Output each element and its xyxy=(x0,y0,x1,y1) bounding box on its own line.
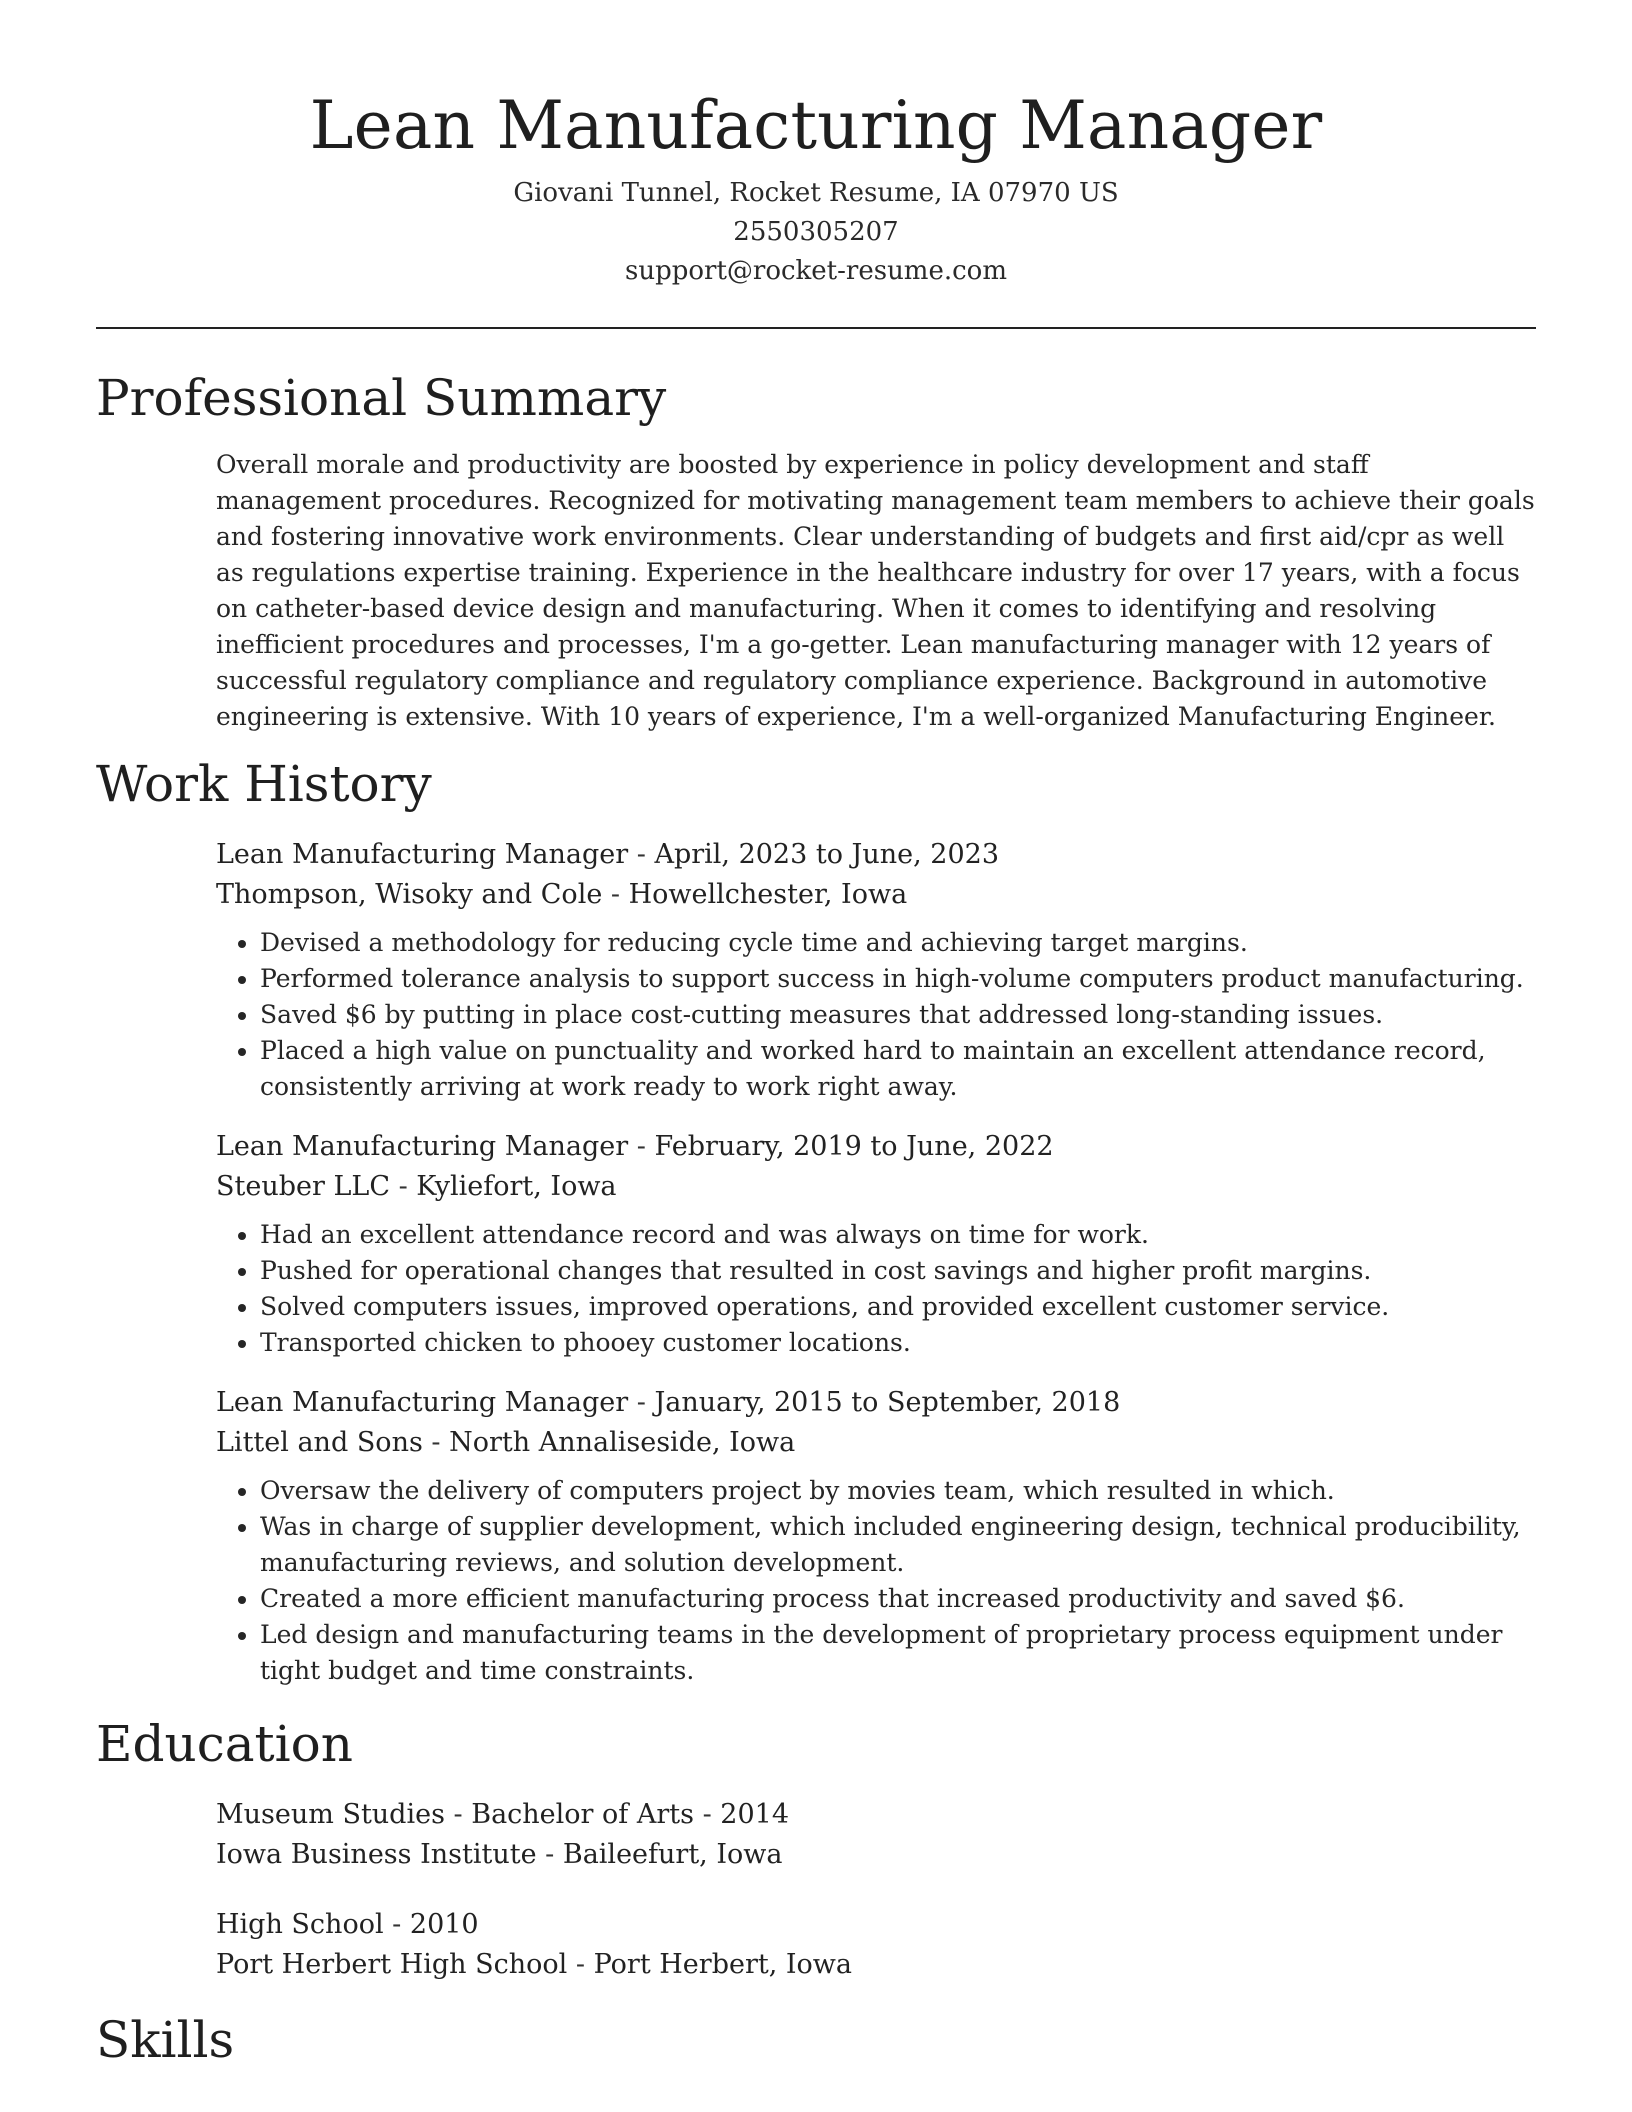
job-dates: January, 2015 to September, 2018 xyxy=(654,1387,1121,1418)
job-bullet: • Led design and manufacturing teams in the development of proprietary process equipment under tight budget and time constraints. xyxy=(260,1617,1536,1689)
section-title-skills: Skills xyxy=(96,2011,235,2069)
section-skills xyxy=(96,2009,1536,2071)
education-school-line xyxy=(216,1945,1536,1985)
job-bullets xyxy=(216,925,1536,1105)
job-bullet: • Oversaw the delivery of computers project by movies team, which resulted in which. xyxy=(260,1473,1536,1509)
separator: - xyxy=(383,1909,410,1940)
summary-text: Overall morale and productivity are boosted by experience in policy development and staff management procedures. Recognized for motivating management team members to achieve their goals and fostering innovative work environments. Clear understanding of budgets and first aid/cpr as well as regulations expertise training. Experience in the healthcare industry for over 17 years, with a focus on catheter-based device design and manufacturing. When it comes to identifying and resolving inefficient procedures and processes, I'm a go-getter. Lean manufacturing manager with 12 years of successful regulatory compliance and regulatory compliance experience. Background in automotive engineering is extensive. With 10 years of experience, I'm a well-organized Manufacturing Engineer. xyxy=(216,450,1535,731)
education-entry xyxy=(216,1905,1536,1985)
header-divider xyxy=(96,327,1536,329)
job-role: Lean Manufacturing Manager xyxy=(216,1131,629,1162)
job-entry xyxy=(216,835,1536,1105)
job-company-line xyxy=(216,1167,1536,1207)
job-bullet: • Transported chicken to phooey customer locations. xyxy=(260,1325,1536,1361)
job-company-line xyxy=(216,875,1536,915)
education-location: Port Herbert, Iowa xyxy=(593,1949,853,1980)
separator: - xyxy=(444,1799,472,1830)
education-school: Port Herbert High School xyxy=(216,1949,568,1980)
education-degree: Bachelor of Arts xyxy=(471,1799,694,1830)
section-title-education: Education xyxy=(96,1715,353,1773)
education-school: Iowa Business Institute xyxy=(216,1839,537,1870)
education-field: High School xyxy=(216,1909,384,1940)
education-degree-line xyxy=(216,1905,1536,1945)
contact-address: Giovani Tunnel, Rocket Resume, IA 07970 US xyxy=(513,178,1119,208)
job-bullets xyxy=(216,1473,1536,1689)
job-company: Steuber LLC xyxy=(216,1171,390,1202)
job-location: North Annaliseside, Iowa xyxy=(449,1427,796,1458)
job-bullet: • Saved $6 by putting in place cost-cutting measures that addressed long-standing issues. xyxy=(260,997,1536,1033)
separator: - xyxy=(422,1427,450,1458)
job-entry xyxy=(216,1127,1536,1361)
job-entry xyxy=(216,1383,1536,1689)
separator: - xyxy=(536,1839,563,1870)
separator: - xyxy=(628,1387,655,1418)
contact-phone: 2550305207 xyxy=(733,217,899,247)
education-degree-line xyxy=(216,1795,1536,1835)
job-role: Lean Manufacturing Manager xyxy=(216,839,629,870)
education-field: Museum Studies xyxy=(216,1799,445,1830)
job-role: Lean Manufacturing Manager xyxy=(216,1387,629,1418)
job-bullet: • Was in charge of supplier development, which included engineering design, technical producibility, manufacturing reviews, and solution development. xyxy=(260,1509,1536,1581)
education-entry xyxy=(216,1795,1536,1875)
job-title-line xyxy=(216,1383,1536,1423)
contact-email: support@rocket-resume.com xyxy=(624,256,1007,286)
job-bullets xyxy=(216,1217,1536,1361)
job-bullet: • Created a more efficient manufacturing process that increased productivity and saved $6. xyxy=(260,1581,1536,1617)
job-bullet: • Performed tolerance analysis to support success in high-volume computers product manufacturing. xyxy=(260,961,1536,997)
job-title-line xyxy=(216,1127,1536,1167)
section-work-history xyxy=(96,753,1536,1689)
separator: - xyxy=(628,839,655,870)
separator: - xyxy=(693,1799,721,1830)
section-title-work: Work History xyxy=(96,755,432,813)
job-location: Kyliefort, Iowa xyxy=(416,1171,617,1202)
separator: - xyxy=(567,1949,594,1980)
job-company-line xyxy=(216,1423,1536,1463)
job-company: Littel and Sons xyxy=(216,1427,423,1458)
section-title-summary: Professional Summary xyxy=(96,369,667,427)
section-education xyxy=(96,1713,1536,1985)
job-title-line xyxy=(216,835,1536,875)
separator: - xyxy=(389,1171,417,1202)
job-bullet: • Solved computers issues, improved operations, and provided excellent customer service. xyxy=(260,1289,1536,1325)
job-bullet: • Placed a high value on punctuality and worked hard to maintain an excellent attendance record, consistently arriving at work ready to work right away. xyxy=(260,1033,1536,1105)
job-dates: February, 2019 to June, 2022 xyxy=(654,1131,1054,1162)
job-bullet: • Pushed for operational changes that resulted in cost savings and higher profit margins. xyxy=(260,1253,1536,1289)
separator: - xyxy=(602,879,629,910)
section-professional-summary xyxy=(96,367,1536,735)
job-dates: April, 2023 to June, 2023 xyxy=(654,839,1000,870)
education-year: 2014 xyxy=(720,1799,789,1830)
contact-block xyxy=(96,174,1536,291)
education-school-line xyxy=(216,1835,1536,1875)
job-bullet: • Devised a methodology for reducing cycle time and achieving target margins. xyxy=(260,925,1536,961)
job-bullet: • Had an excellent attendance record and was always on time for work. xyxy=(260,1217,1536,1253)
job-location: Howellchester, Iowa xyxy=(628,879,908,910)
job-company: Thompson, Wisoky and Cole xyxy=(216,879,603,910)
resume-page xyxy=(96,0,1536,2071)
separator: - xyxy=(628,1131,655,1162)
resume-header xyxy=(96,0,1536,291)
resume-name: Lean Manufacturing Manager xyxy=(309,87,1323,164)
education-location: Baileefurt, Iowa xyxy=(562,1839,783,1870)
education-year: 2010 xyxy=(409,1909,479,1940)
